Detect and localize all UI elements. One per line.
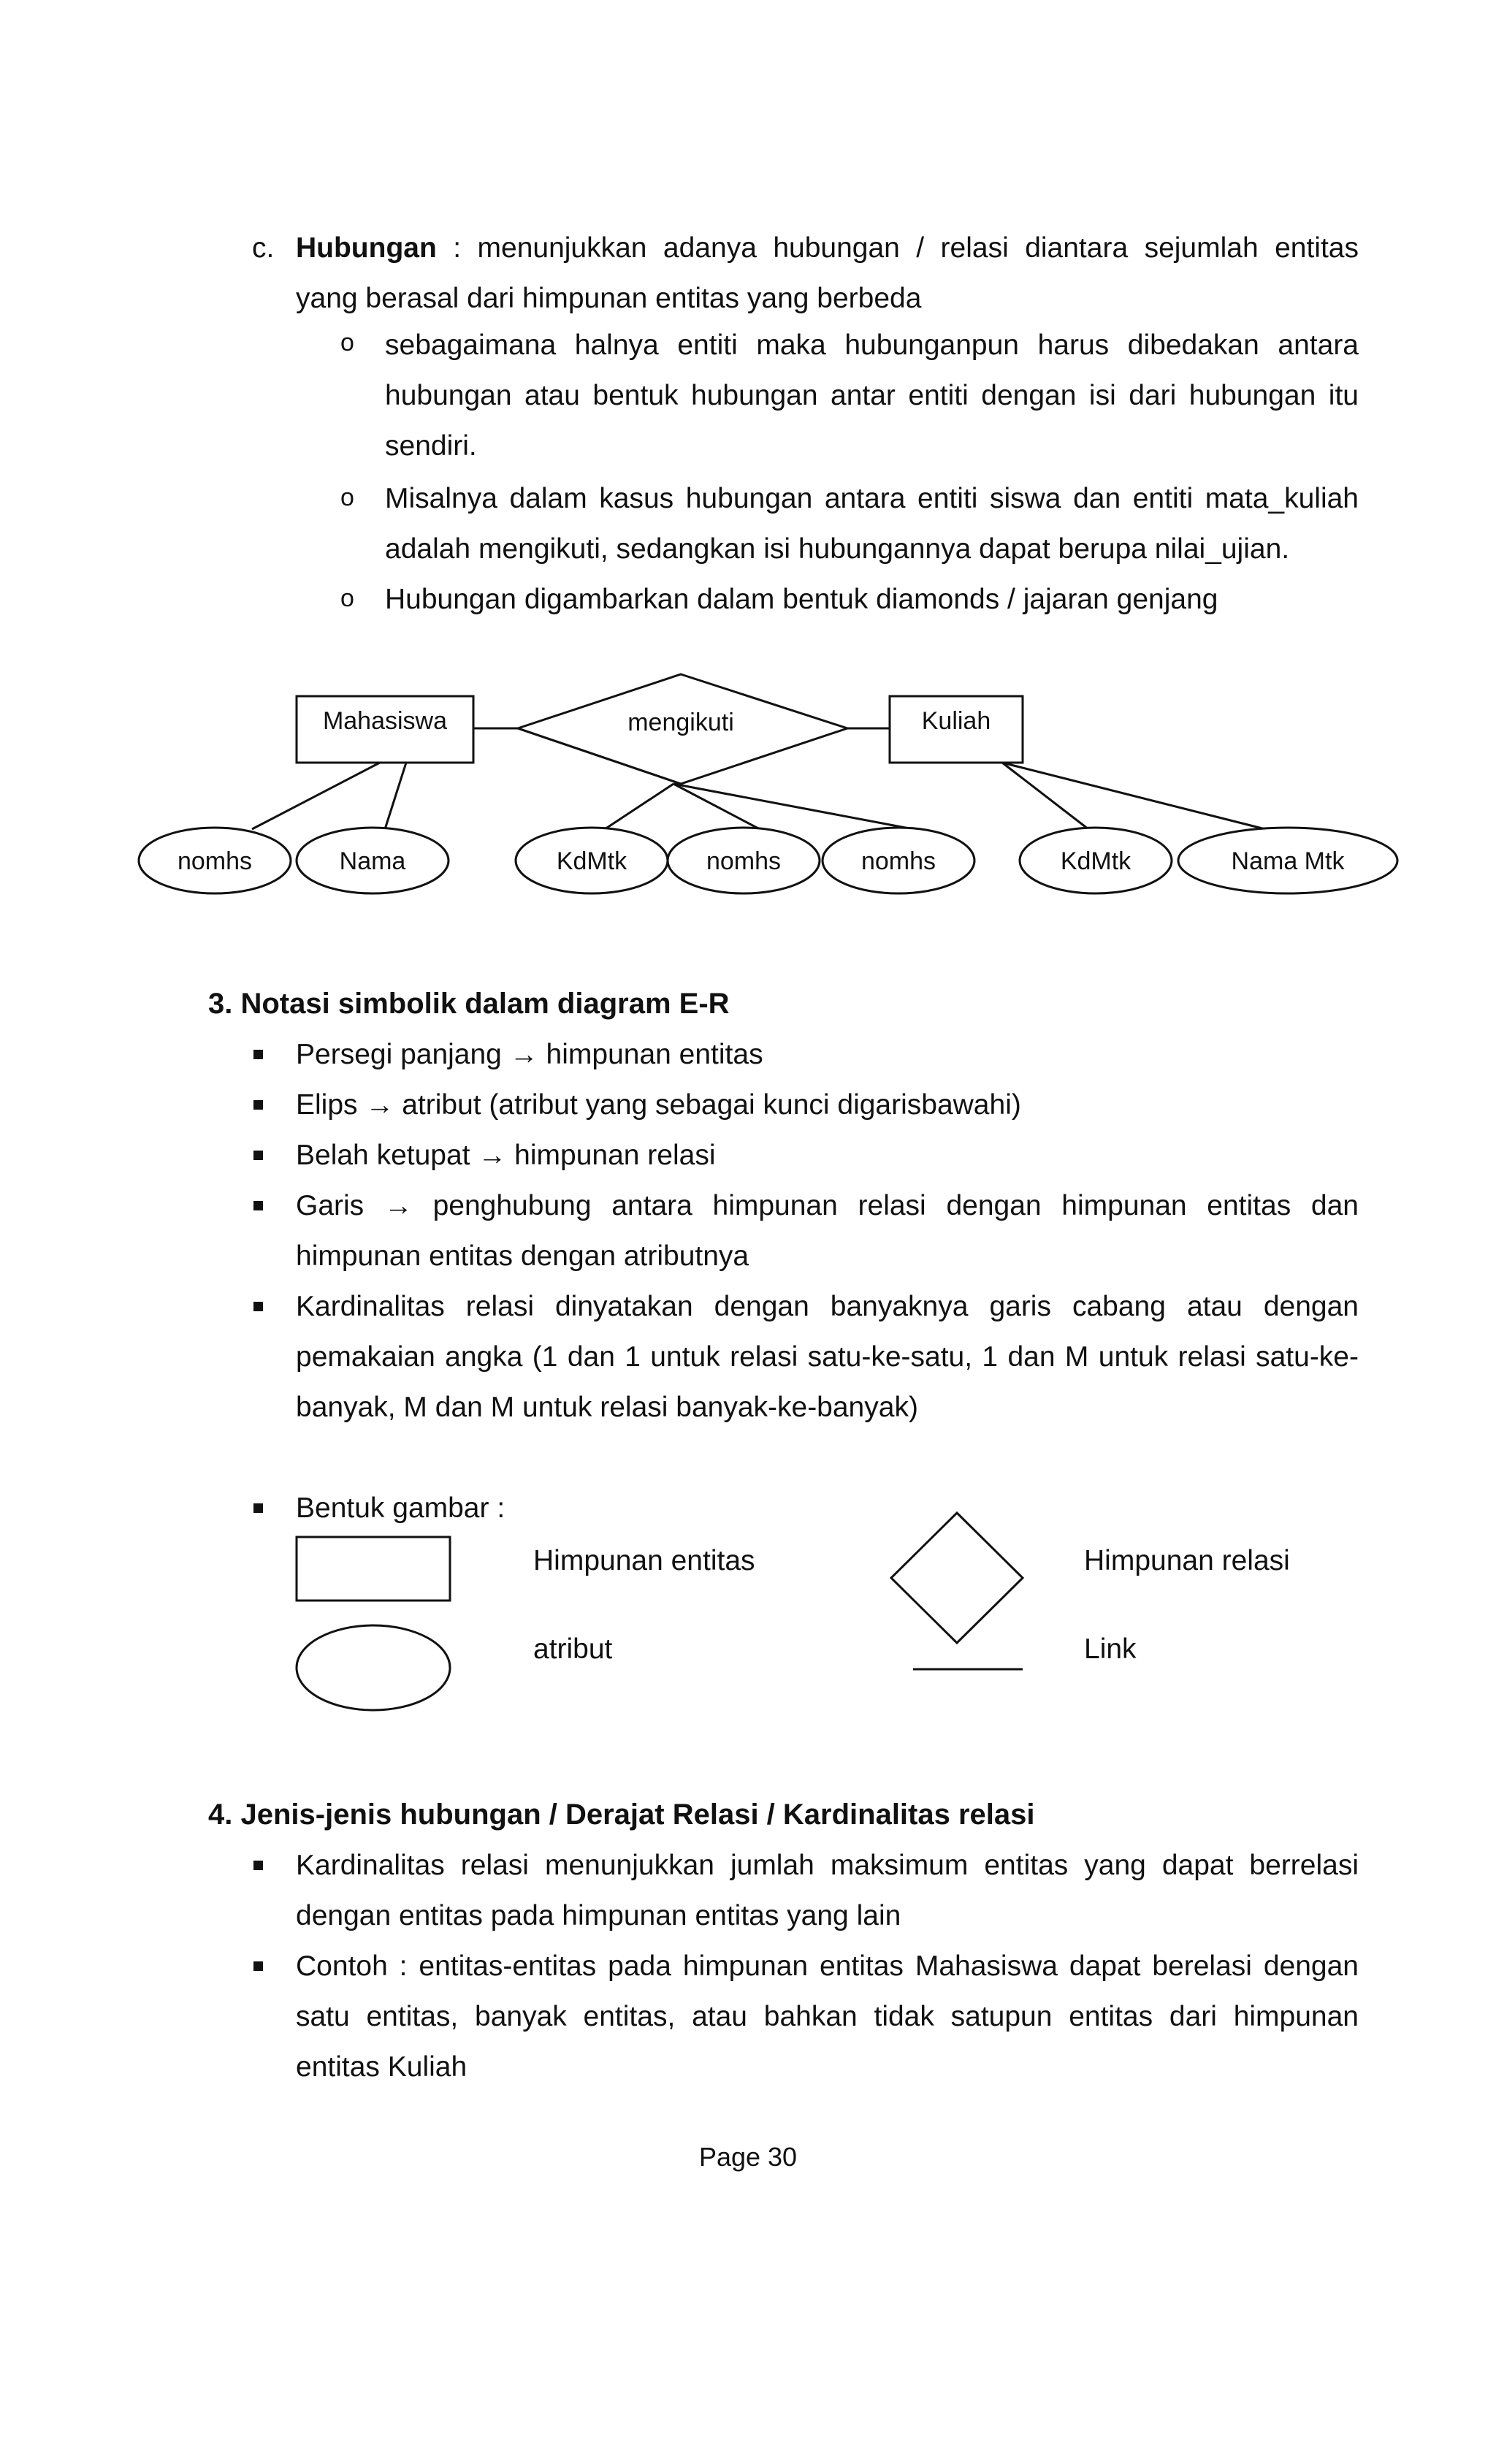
notation-bullet-1: Persegi panjang → himpunan entitas: [296, 1039, 763, 1070]
attribute-label-nama: Nama: [339, 847, 406, 875]
attribute-label-kdmtk-1: KdMtk: [556, 847, 627, 875]
section-3-heading: 3. Notasi simbolik dalam diagram E-R: [208, 988, 730, 1020]
bullet-marker-sq-3-3: [253, 1151, 263, 1160]
attribute-label-nomhs-3: nomhs: [860, 847, 936, 875]
attribute-label-nomhs-1: nomhs: [177, 847, 253, 875]
entity-label-kuliah: Kuliah: [921, 707, 991, 735]
bullet-marker-o-3: o: [340, 584, 354, 612]
link-mahasiswa-nama: [385, 763, 406, 829]
bullet-marker-o-1: o: [340, 329, 354, 356]
attribute-label-kdmtk-2: KdMtk: [1060, 847, 1131, 875]
hubungan-definition-rest: : menunjukkan adanya hubungan / relasi diantara sejumlah entitas: [436, 232, 1359, 264]
link-relation-nomhs-1: [673, 784, 760, 829]
hubungan-bullet-1: sebagaimana halnya entiti maka hubunganpun harus dibedakan antara hubungan atau bentuk hubungan antar entiti dengan isi dari hubungan itu sendiri.: [385, 329, 1359, 462]
attribute-label-nomhs-2: nomhs: [706, 847, 782, 875]
notation-bullet-3: Belah ketupat → himpunan relasi: [296, 1140, 716, 1171]
legend-shapes: [0, 1505, 1496, 1724]
attribute-label-namamtk: Nama Mtk: [1231, 847, 1345, 875]
hubungan-bullet-2: Misalnya dalam kasus hubungan antara entiti siswa dan entiti mata_kuliah adalah mengikuti, sedangkan isi hubungannya dapat berupa nilai_ujian.: [385, 483, 1359, 565]
bullet-marker-sq-3-5: [253, 1302, 263, 1311]
hubungan-term: Hubungan: [296, 232, 437, 264]
page-number: Page 30: [698, 2142, 798, 2172]
bullet-marker-sq-3-1: [253, 1050, 263, 1059]
bullet-marker-sq-4-1: [253, 1861, 263, 1870]
shapes-title: Bentuk gambar :: [296, 1492, 505, 1524]
legend-relation-diamond: [891, 1513, 1023, 1643]
link-kuliah-namamtk: [1002, 763, 1265, 829]
legend-link-label: Link: [1084, 1633, 1137, 1665]
legend-attribute-ellipse: [297, 1625, 450, 1710]
list-marker-c: c.: [252, 232, 275, 264]
notation-bullet-5: Kardinalitas relasi dinyatakan dengan banyaknya garis cabang atau dengan pemakaian angka (1 dan 1 untuk relasi satu-ke-satu, 1 dan M untuk relasi satu-ke-banyak, M dan M untuk relasi banyak-ke-banyak): [296, 1291, 1359, 1423]
bullet-marker-sq-4-2: [253, 1961, 263, 1971]
cardinality-bullet-1: Kardinalitas relasi menunjukkan jumlah maksimum entitas yang dapat berrelasi dengan entitas pada himpunan entitas yang lain: [296, 1850, 1359, 1931]
relation-label: mengikuti: [627, 709, 734, 736]
legend-relation-label: Himpunan relasi: [1084, 1545, 1290, 1576]
legend-entity-label: Himpunan entitas: [533, 1545, 755, 1576]
link-relation-kdmtk: [605, 784, 673, 829]
hubungan-definition-line2: yang berasal dari himpunan entitas yang berbeda: [296, 283, 922, 314]
bullet-marker-sq-3-4: [253, 1201, 263, 1210]
notation-bullet-4: Garis → penghubung antara himpunan relasi dengan himpunan entitas dan himpunan entitas dengan atributnya: [296, 1190, 1359, 1272]
bullet-marker-sq-3-2: [253, 1100, 263, 1110]
legend-attribute-label: atribut: [533, 1633, 613, 1665]
section-4-heading: 4. Jenis-jenis hubungan / Derajat Relasi / Kardinalitas relasi: [208, 1799, 1035, 1831]
cardinality-bullet-2: Contoh : entitas-entitas pada himpunan entitas Mahasiswa dapat berelasi dengan satu entitas, banyak entitas, atau bahkan tidak satupun entitas dari himpunan entitas Kuliah: [296, 1950, 1359, 2083]
bullet-marker-o-2: o: [340, 484, 354, 511]
link-relation-nomhs-2: [673, 784, 913, 829]
link-mahasiswa-nomhs: [252, 763, 380, 829]
er-diagram: [0, 657, 1496, 920]
hubungan-definition: [296, 223, 1359, 273]
hubungan-bullet-3: Hubungan digambarkan dalam bentuk diamonds / jajaran genjang: [385, 584, 1218, 615]
entity-label-mahasiswa: Mahasiswa: [322, 707, 448, 735]
notation-bullet-2: Elips → atribut (atribut yang sebagai kunci digarisbawahi): [296, 1089, 1021, 1121]
legend-entity-rect: [297, 1537, 450, 1601]
